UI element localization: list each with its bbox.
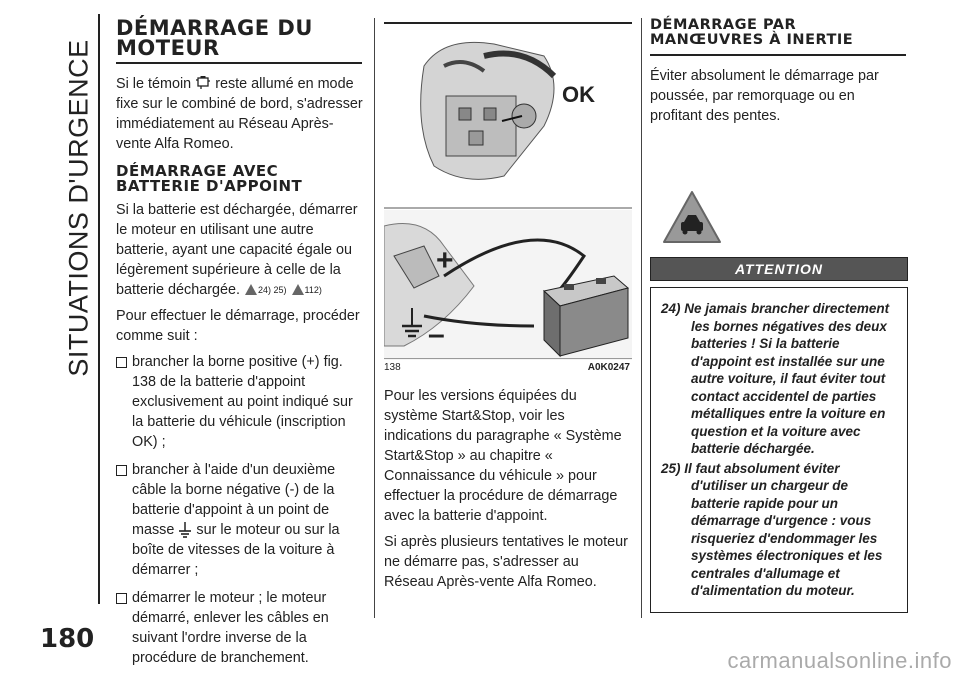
warning-triangle-icon xyxy=(292,284,304,295)
vehicle-warning-triangle-icon xyxy=(662,190,722,244)
page-number: 180 xyxy=(40,624,95,654)
warning-triangle-icon xyxy=(245,284,257,295)
chapter-title: SITUATIONS D'URGENCE xyxy=(63,39,94,377)
checkbox-bullet-icon xyxy=(116,593,127,604)
watermark: carmanualsonline.info xyxy=(727,648,952,673)
attention-box xyxy=(650,287,908,613)
title-underline xyxy=(116,62,362,64)
engine-warning-lamp-icon xyxy=(195,75,211,90)
attention-header: ATTENTION xyxy=(650,257,908,281)
column-1 xyxy=(116,18,364,676)
ok-label: OK xyxy=(562,82,595,107)
paragraph: Pour effectuer le démarrage, procéder comme suit : xyxy=(116,308,360,344)
figure-top-rule xyxy=(384,22,632,24)
checkbox-bullet-icon xyxy=(116,357,127,368)
figure-bottom-rule xyxy=(384,358,632,359)
chapter-divider xyxy=(98,14,100,604)
section-title: DÉMARRAGE DU MOTEUR xyxy=(116,16,313,60)
column-2 xyxy=(384,18,632,598)
warning-item: 24) Ne jamais brancher directement les bornes négatives des deux batteries ! Si la batterie d'appoint est installée sur une autre voiture, il faut éviter tout contact accidentel de parties métalliques entre la voiture en question et la voiture avec batterie déchargée. xyxy=(661,301,890,456)
column-divider xyxy=(641,18,642,618)
section-title: DÉMARRAGE PAR MANŒUVRES À INERTIE xyxy=(650,17,854,48)
column-divider xyxy=(374,18,375,618)
figure-caption: 138 A0K0247 xyxy=(384,362,630,373)
intro-paragraph: Si le témoin reste allumé en mode fixe sur le combiné de bord, s'adresser immédiatement au Réseau Après-vente Alfa Romeo. xyxy=(116,76,363,152)
list-item: brancher la borne positive (+) fig. 138 de la batterie d'appoint exclusivement au point indiqué sur la batterie du véhicule (inscription OK) ; xyxy=(116,352,364,452)
battery-illustration xyxy=(384,26,632,360)
figure-138 xyxy=(384,22,632,378)
ground-icon xyxy=(178,522,192,538)
warning-item: 25) Il faut absolument éviter d'utiliser un chargeur de batterie rapide pour un démarrage d'urgence : vous risqueriez d'endommager les systèmes électroniques et les centrales d'allumage et d'alimentation du moteur. xyxy=(661,460,883,598)
checkbox-bullet-icon xyxy=(116,465,127,476)
positive-label: + xyxy=(436,244,454,277)
paragraph: Pour les versions équipées du système Start&Stop, voir les indications du paragraphe « Système Start&Stop » au chapitre « Connaissance du véhicule » pour effectuer la procédure de démarrage avec la batterie d'appoint. xyxy=(384,388,622,524)
paragraph: Si après plusieurs tentatives le moteur ne démarre pas, s'adresser au Réseau Après-vente Alfa Romeo. xyxy=(384,534,628,590)
negative-label: – xyxy=(428,318,445,351)
paragraph: Si la batterie est déchargée, démarrer le moteur en utilisant une autre batterie, ayant une capacité égale ou légèrement supérieure à celle de la batterie déchargée. 24) 25) 112) xyxy=(116,202,358,298)
list-item: brancher à l'aide d'un deuxième câble la borne négative (-) de la batterie d'appoint à un point de masse sur le moteur ou sur la boîte de vitesses de la voiture à démarrer ; xyxy=(116,460,364,580)
subsection-title: DÉMARRAGE AVEC BATTERIE D'APPOINT xyxy=(116,162,303,195)
title-underline xyxy=(650,54,906,56)
list-item: démarrer le moteur ; le moteur démarré, enlever les câbles en suivant l'ordre inverse de la procédure de branchement. xyxy=(116,588,364,668)
paragraph: Éviter absolument le démarrage par poussée, par remorquage ou en profitant des pentes. xyxy=(650,68,879,124)
column-3 xyxy=(650,18,908,613)
